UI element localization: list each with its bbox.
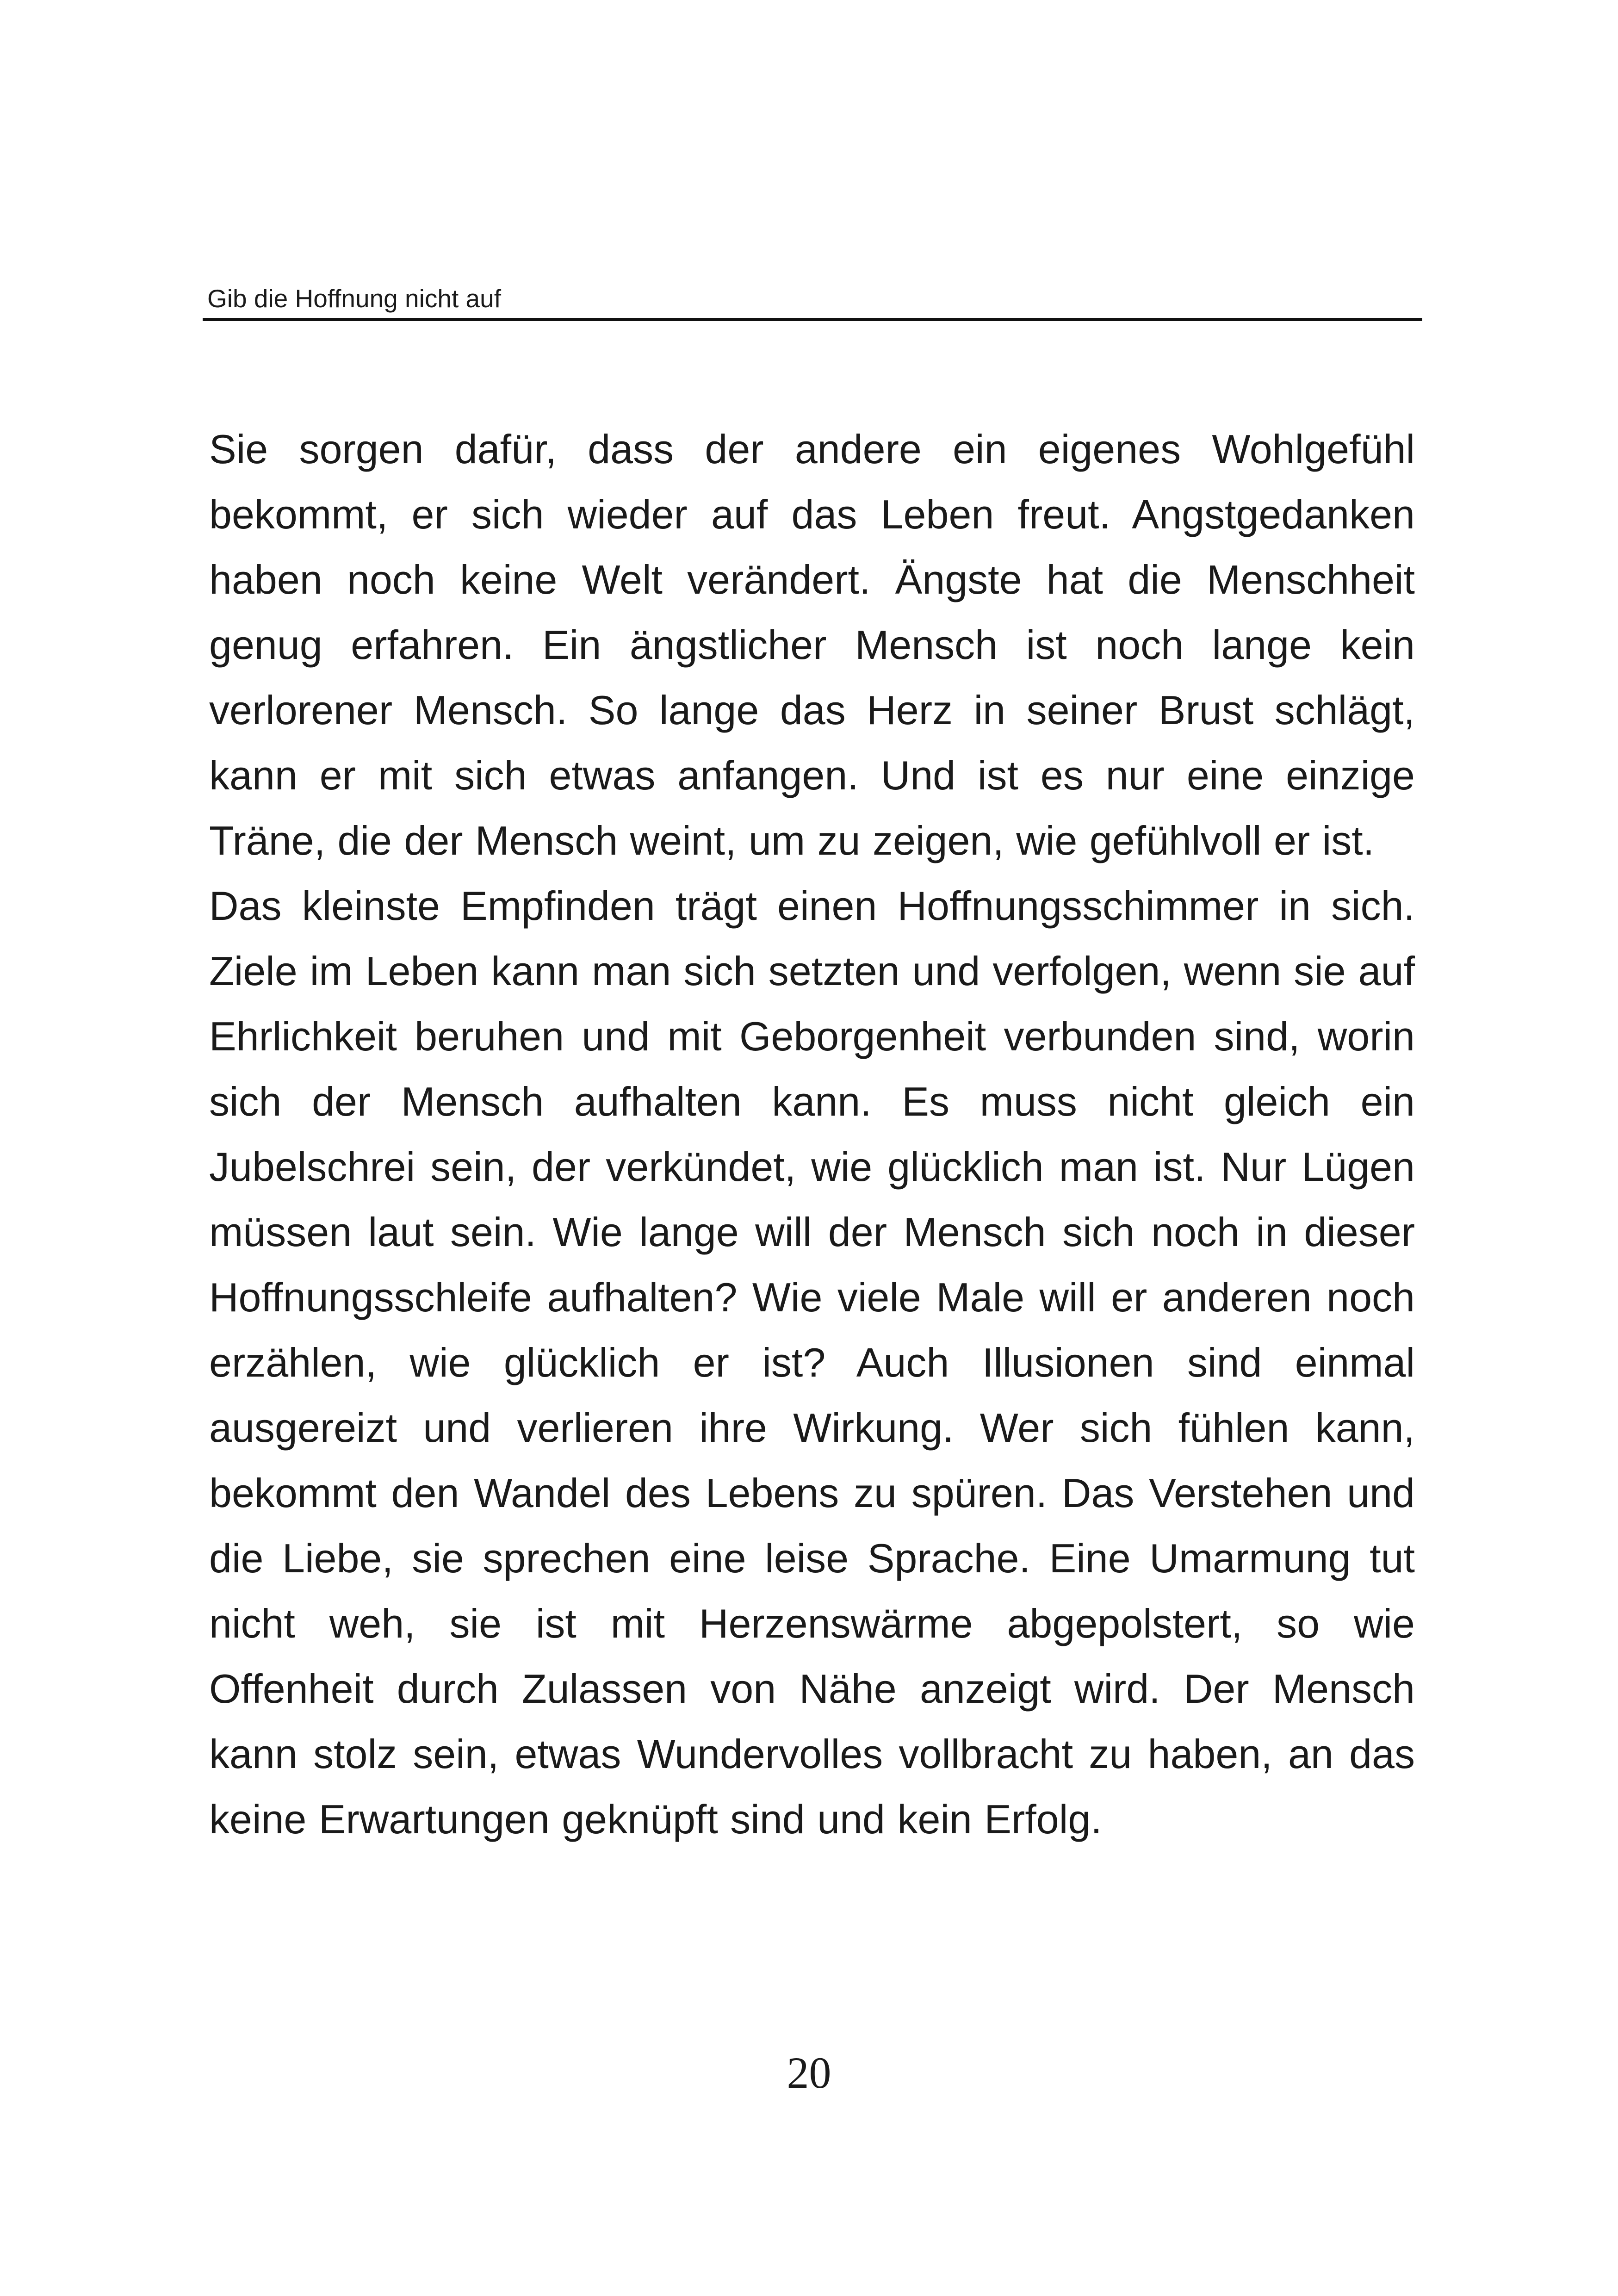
paragraph-2: Das kleinste Empfinden trägt einen Hoffnungsschimmer in sich. Ziele im Leben kann man sich setzten und verfolgen, wenn sie auf Ehrlichkeit beruhen und mit Geborgenheit verbunden sind, worin sich der Mensch aufhalten kann. Es muss nicht gleich ein Jubelschrei sein, der verkündet, wie glücklich man ist. Nur Lügen müssen laut sein. Wie lange will der Mensch sich noch in dieser Hoffnungsschleife aufhalten? Wie viele Male will er anderen noch erzählen, wie glücklich er ist? Auch Illusionen sind einmal ausgereizt und verlieren ihre Wirkung. Wer sich fühlen kann, bekommt den Wandel des Lebens zu spüren. Das Verstehen und die Liebe, sie sprechen eine leise Sprache. Eine Umarmung tut nicht weh, sie ist mit Herzenswärme abgepolstert, so wie Offenheit durch Zulassen von Nähe anzeigt wird. Der Mensch kann stolz sein, etwas Wundervolles vollbracht zu haben, an das keine Erwartungen geknüpft sind und kein Erfolg.	[209, 883, 1415, 1842]
running-header-title: Gib die Hoffnung nicht auf	[207, 284, 501, 313]
body-text	[209, 416, 1415, 1852]
page-number: 20	[787, 2048, 831, 2097]
running-header	[203, 278, 1422, 321]
paragraph-1: Sie sorgen dafür, dass der andere ein eigenes Wohlgefühl bekommt, er sich wieder auf das Leben freut. Angstgedanken haben noch keine Welt verändert. Ängste hat die Menschheit genug erfahren. Ein ängstlicher Mensch ist noch lange kein verlorener Mensch. So lange das Herz in seiner Brust schlägt, kann er mit sich etwas anfangen. Und ist es nur eine einzige Träne, die der Mensch weint, um zu zeigen, wie gefühlvoll er ist.	[209, 426, 1415, 863]
